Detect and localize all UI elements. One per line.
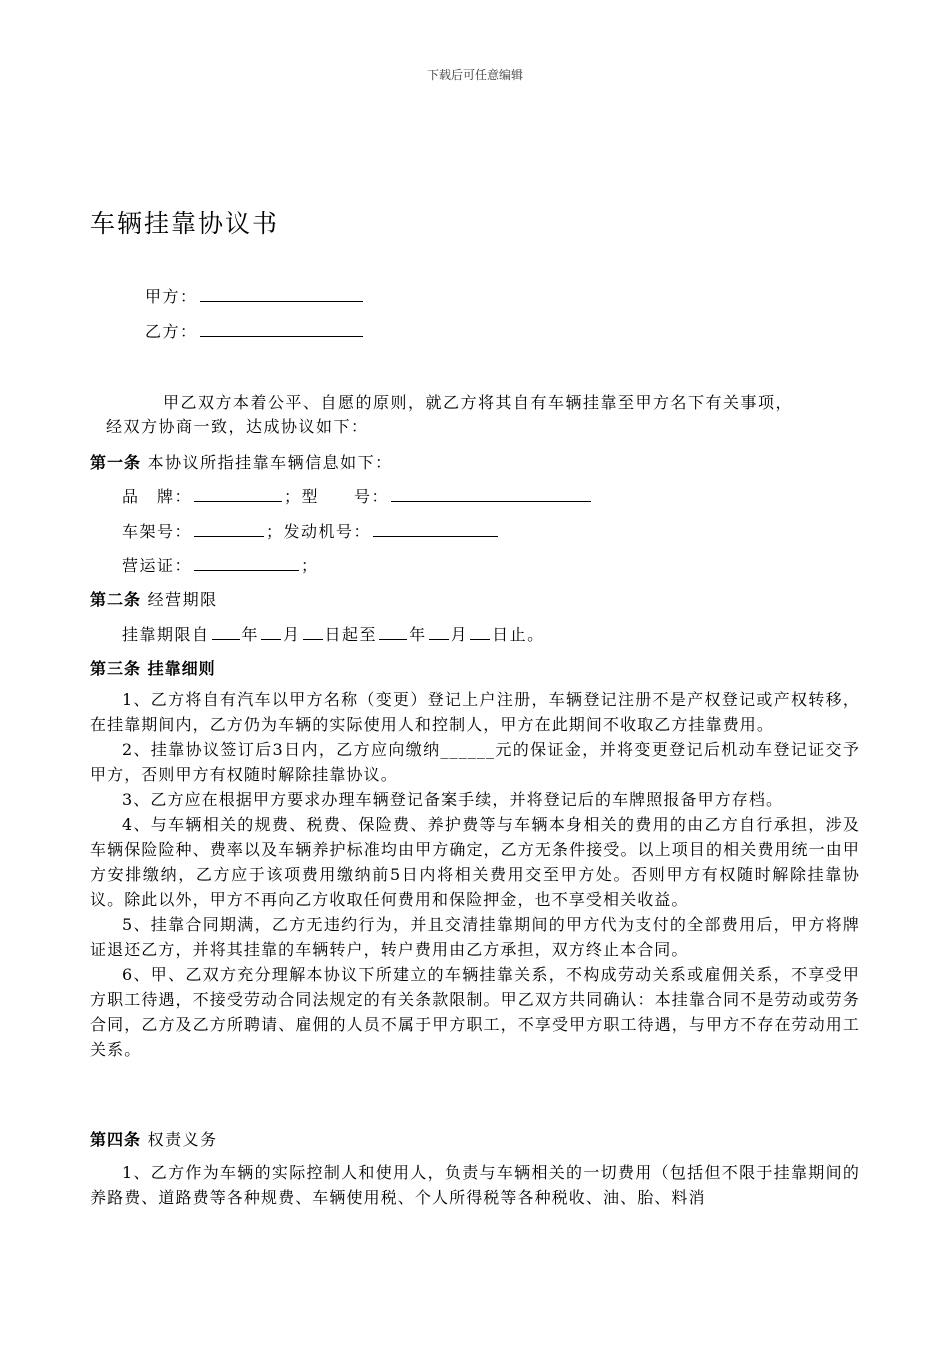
- party-a-line: [145, 284, 365, 307]
- period-text: 年: [241, 625, 260, 644]
- article-3-item: 1、乙方将自有汽车以甲方名称（变更）登记上户注册，车辆登记注册不是产权登记或产权转移，在挂靠期间内，乙方仍为车辆的实际使用人和控制人，甲方在此期间不收取乙方挂靠费用。: [90, 690, 860, 734]
- article-1-heading: 第一条: [90, 453, 142, 472]
- preamble-line-1: 甲乙双方本着公平、自愿的原则，就乙方将其自有车辆挂靠至甲方名下有关事项，: [163, 393, 794, 412]
- article-4-heading: 第四条: [90, 1130, 142, 1149]
- license-line: [122, 553, 319, 576]
- end-year-blank: [379, 625, 407, 640]
- start-day-blank: [303, 625, 323, 640]
- period-text: 挂靠期限自: [122, 625, 210, 644]
- article-3-item: 4、与车辆相关的规费、税费、保险费、养护费等与车辆本身相关的费用的由乙方自行承担，涉及车辆保险险种、费率以及车辆养护标准均由甲方确定，乙方无条件接受。以上项目的相关费用统一由甲方安排缴纳，乙方应于该项费用缴纳前5日内将相关费用交至甲方处。否则甲方有权随时解除挂靠协议。除此以外，甲方不再向乙方收取任何费用和保险押金，也不享受相关收益。: [90, 815, 860, 909]
- engine-label: 发动机号：: [283, 522, 372, 541]
- frame-engine-line: [122, 519, 500, 542]
- article-4-line: [90, 1127, 218, 1150]
- period-text: 日起至: [324, 625, 378, 644]
- license-blank: [194, 556, 299, 571]
- article-3-body: [90, 687, 860, 1062]
- brand-blank: [194, 487, 282, 502]
- article-3-item: 6、甲、乙双方充分理解本协议下所建立的车辆挂靠关系，不构成劳动关系或雇佣关系，不享受甲方职工待遇，不接受劳动合同法规定的有关条款限制。甲乙双方共同确认：本挂靠合同不是劳动或劳务合同，乙方及乙方所聘请、雇佣的人员不属于甲方职工，不享受甲方职工待遇，与甲方不存在劳动用工关系。: [90, 965, 860, 1059]
- party-a-label: 甲方：: [145, 287, 198, 306]
- frame-label: 车架号：: [122, 522, 193, 541]
- period-line: [122, 622, 545, 645]
- engine-blank: [373, 522, 498, 537]
- license-label: 营运证：: [122, 556, 193, 575]
- document-title: 车辆挂靠协议书: [90, 209, 280, 238]
- model-blank: [391, 487, 591, 502]
- article-2-text: 经营期限: [147, 590, 218, 609]
- article-4-text: 权责义务: [147, 1130, 218, 1149]
- period-text: 月: [283, 625, 301, 644]
- article-2-line: [90, 587, 218, 610]
- article-1-text: 本协议所指挂靠车辆信息如下：: [147, 453, 393, 472]
- header-note: 下载后可任意编辑: [426, 68, 523, 82]
- start-month-blank: [261, 625, 281, 640]
- separator: ；: [284, 487, 302, 506]
- party-b-blank: [200, 322, 363, 337]
- period-text: 日止。: [492, 625, 545, 644]
- party-b-label: 乙方：: [145, 322, 198, 341]
- article-3-item: 3、乙方应在根据甲方要求办理车辆登记备案手续，并将登记后的车牌照报备甲方存档。: [122, 790, 784, 809]
- party-b-line: [145, 319, 365, 342]
- article-3-heading: 第三条 挂靠细则: [90, 659, 216, 678]
- model-label: 型 号：: [301, 487, 390, 506]
- article-3-item: 5、挂靠合同期满，乙方无违约行为，并且交清挂靠期间的甲方代为支付的全部费用后，甲方将牌证退还乙方，并将其挂靠的车辆转户，转户费用由乙方承担，双方终止本合同。: [90, 915, 860, 959]
- brand-label: 品 牌：: [122, 487, 193, 506]
- period-text: 年: [409, 625, 427, 644]
- brand-model-line: [122, 484, 593, 507]
- article-3-item: 2、挂靠协议签订后3日内，乙方应向缴纳______元的保证金，并将变更登记后机动车登记证交予甲方，否则甲方有权随时解除挂靠协议。: [90, 740, 860, 784]
- separator: ；: [266, 522, 284, 541]
- separator: ；: [301, 556, 319, 575]
- article-4-item: 1、乙方作为车辆的实际控制人和使用人，负责与车辆相关的一切费用（包括但不限于挂靠期间的养路费、道路费等各种规费、车辆使用税、个人所得税等各种税收、油、胎、料消: [90, 1163, 860, 1207]
- article-2-heading: 第二条: [90, 590, 142, 609]
- period-text: 月: [450, 625, 469, 644]
- article-4-body: [90, 1160, 860, 1210]
- start-year-blank: [212, 625, 240, 640]
- article-1-line: [90, 450, 393, 473]
- frame-blank: [194, 522, 264, 537]
- end-day-blank: [470, 625, 490, 640]
- end-month-blank: [429, 625, 449, 640]
- party-a-blank: [200, 287, 363, 302]
- preamble-line-2: 经双方协商一致，达成协议如下：: [106, 417, 369, 436]
